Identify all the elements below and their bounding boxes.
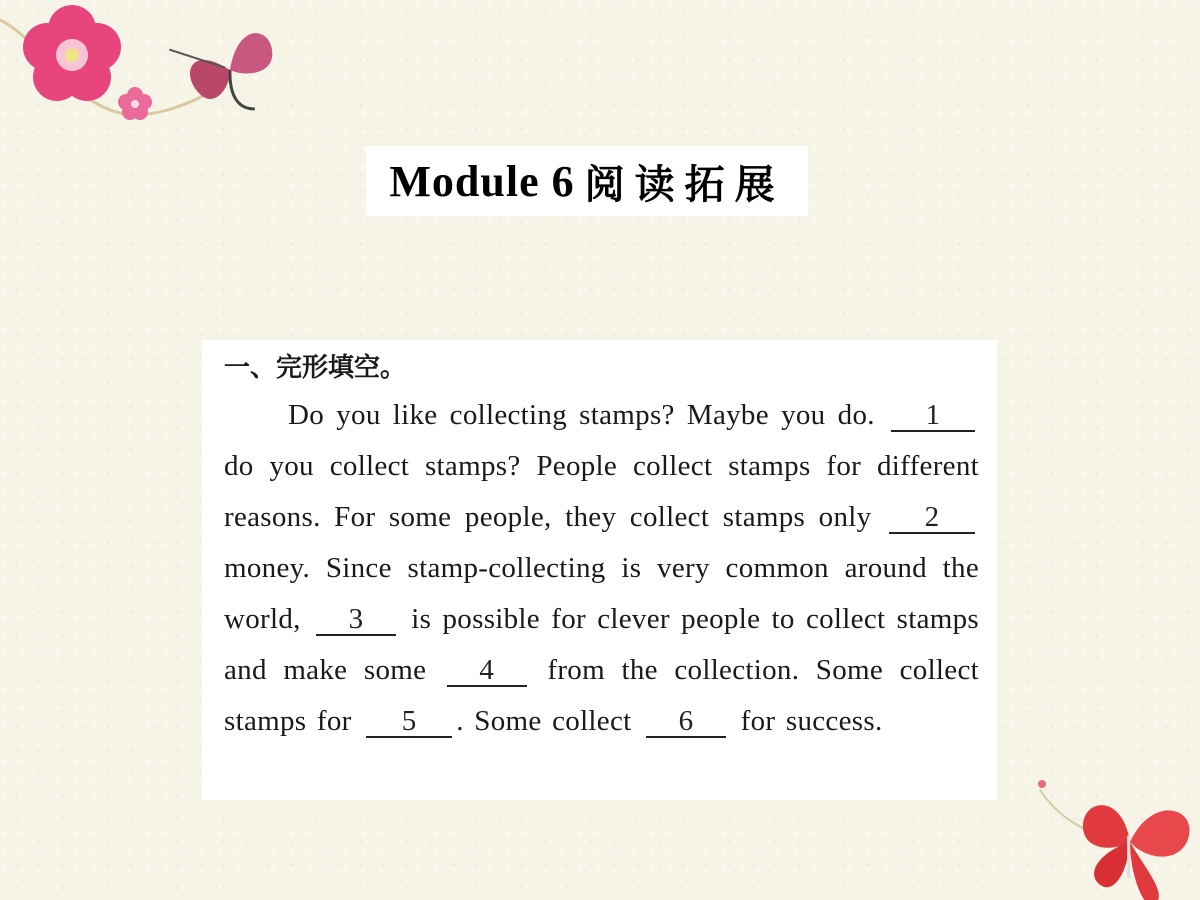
section-heading: 一、完形填空。	[224, 353, 407, 383]
blank-2: 2	[889, 502, 975, 534]
passage-text-2: do you collect stamps? People collect stamps for different reasons. For some people, they collect stamps only	[224, 450, 979, 533]
blank-3: 3	[316, 604, 396, 636]
passage-text-5: from the collection. Some collect stamps for	[224, 654, 979, 737]
blank-1: 1	[891, 400, 975, 432]
passage-text-4: is possible for clever people to collect stamps and make some	[224, 603, 979, 686]
butterfly-icon	[1030, 770, 1200, 900]
passage-text-3: money. Since stamp-collecting is very common around the world,	[224, 552, 979, 635]
passage-text-6: . Some collect	[456, 705, 632, 737]
blank-4: 4	[447, 655, 527, 687]
flower-butterfly-icon	[0, 0, 310, 150]
passage-text-7: for success.	[740, 705, 883, 737]
blank-5: 5	[366, 706, 452, 738]
cloze-panel	[202, 340, 997, 800]
module-title: Module 6	[389, 156, 575, 206]
passage-text-1: Do you like collecting stamps? Maybe you do.	[288, 399, 875, 431]
title-box	[366, 146, 808, 216]
blank-6: 6	[646, 706, 726, 738]
cloze-passage	[224, 390, 983, 747]
module-subtitle-chinese: 阅读拓展	[584, 160, 785, 208]
